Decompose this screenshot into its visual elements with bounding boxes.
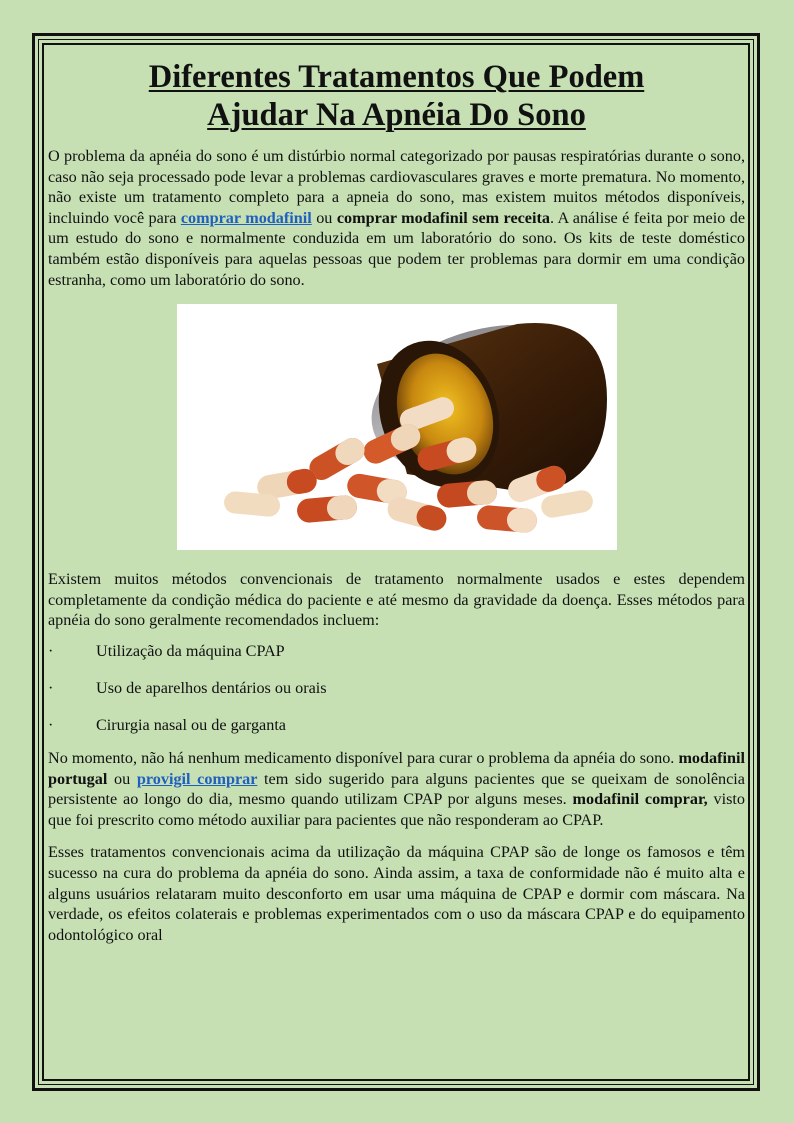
methods-paragraph: Existem muitos métodos convencionais de tratamento normalmente usados e estes dependem completamente da condição médica do paciente e até mesmo da gravidade da doença. Esses métodos para apnéia do sono geralmente recomendados incluem: — [48, 570, 745, 630]
pills-bottle-image — [177, 304, 617, 550]
list-item-text: Utilização da máquina CPAP — [96, 641, 285, 660]
list-item — [48, 641, 745, 661]
bullet-marker: · — [48, 678, 54, 697]
comprar-modafinil-link[interactable]: comprar modafinil — [180, 208, 312, 227]
cpap-paragraph: Esses tratamentos convencionais acima da utilização da máquina CPAP são de longe os famosos e têm sucesso na cura do problema da apnéia do sono. Ainda assim, a taxa de conformidade não é muito alta e alguns usuários relataram muito desconforto em usar uma máquina de CPAP e dormir com máscara. Na verdade, os efeitos colaterais e problemas experimentados com o uso da máscara CPAP e do equipamento odontológico oral — [48, 843, 745, 944]
intro-text-3: . A análise é feita por meio de um estudo do sono e normalmente conduzida em um laboratório do sono. Os kits de teste doméstico também estão disponíveis para aquelas pessoas que podem ter problemas para dormir em uma condição estranha, como um laboratório do sono. — [48, 208, 746, 289]
document-body — [48, 58, 745, 945]
title-line-1: Diferentes Tratamentos Que Podem — [148, 59, 645, 95]
intro-bold-keyword: comprar modafinil sem receita — [336, 208, 550, 227]
intro-text-2: ou — [311, 208, 337, 227]
medication-text-1: No momento, não há nenhum medicamento disponível para curar o problema da apnéia do sono. — [48, 748, 679, 767]
medication-text-4: visto que foi prescrito como método auxiliar para pacientes que não responderam ao CPAP. — [48, 790, 745, 829]
list-item-text: Uso de aparelhos dentários ou orais — [96, 678, 327, 697]
list-item-text: Cirurgia nasal ou de garganta — [96, 715, 286, 734]
intro-paragraph — [48, 146, 745, 290]
intro-text-1: O problema da apnéia do sono é um distúrbio normal categorizado por pausas respiratórias durante o sono, caso não seja processado pode levar a problemas cardiovasculares graves e morte prematura. No momento, não existe um tratamento completo para a apneia do sono, mas existem muitos métodos disponíveis, incluindo você para — [48, 147, 745, 227]
provigil-comprar-link[interactable]: provigil comprar — [136, 769, 258, 788]
treatment-list — [48, 641, 745, 735]
pills-illustration — [177, 304, 617, 550]
modafinil-portugal-keyword: modafinil portugal — [48, 748, 745, 788]
document-title — [48, 58, 745, 134]
medication-text-2: ou — [107, 769, 137, 788]
medication-paragraph — [48, 748, 745, 830]
list-item — [48, 678, 745, 698]
modafinil-comprar-keyword: modafinil comprar, — [572, 790, 708, 809]
medication-text-3: tem sido sugerido para alguns pacientes que se queixam de sonolência persistente ao longo do dia, mesmo quando utilizam CPAP por alguns meses. — [48, 769, 745, 809]
list-item — [48, 715, 745, 735]
title-line-2: Ajudar Na Apnéia Do Sono — [207, 97, 586, 133]
bullet-marker: · — [48, 641, 54, 660]
bullet-marker: · — [48, 715, 54, 734]
